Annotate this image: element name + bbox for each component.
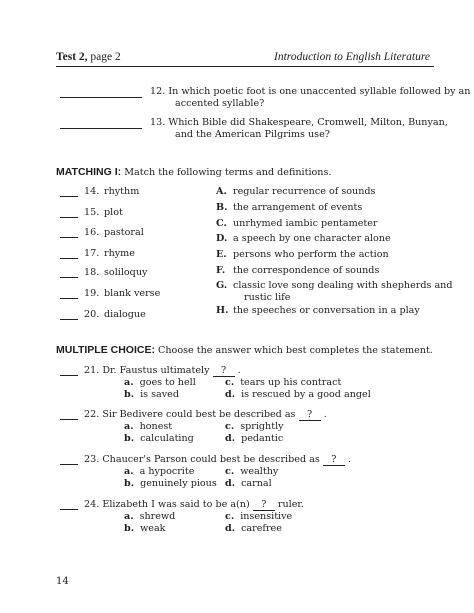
question-stem: Dr. Faustus ultimately	[102, 365, 210, 376]
definition-text: regular recurrence of sounds	[233, 186, 376, 197]
option-d[interactable]	[225, 478, 272, 489]
term-answer-blank-14[interactable]	[60, 196, 78, 197]
option-b[interactable]	[124, 523, 166, 534]
term-text: plot	[104, 207, 123, 218]
option-text: sprightly	[240, 421, 284, 432]
term-answer-blank-16[interactable]	[60, 237, 78, 238]
question-number: 24.	[84, 499, 100, 510]
option-c[interactable]	[225, 466, 278, 477]
option-letter: b.	[124, 433, 135, 444]
definition-letter: D.	[216, 233, 228, 244]
term-answer-blank-19[interactable]	[60, 298, 78, 299]
definition-text: the arrangement of events	[233, 202, 363, 213]
header-rule	[56, 66, 434, 67]
option-text: is rescued by a good angel	[241, 389, 371, 400]
definition-text: unrhymed iambic pentameter	[233, 218, 378, 229]
option-text: carnal	[241, 478, 272, 489]
option-letter: d.	[225, 433, 236, 444]
option-letter: d.	[225, 389, 236, 400]
definition-text: a speech by one character alone	[233, 233, 391, 244]
term-number: 19.	[84, 288, 100, 299]
term-text: dialogue	[104, 309, 146, 320]
mc-answer-blank-21[interactable]	[60, 375, 78, 376]
option-text: wealthy	[240, 466, 279, 477]
option-a[interactable]	[124, 466, 194, 477]
definition-letter: B.	[216, 202, 228, 213]
option-c[interactable]	[225, 377, 341, 388]
mc-question-23	[84, 454, 351, 466]
term-number: 15.	[84, 207, 100, 218]
mc-answer-blank-24[interactable]	[60, 509, 78, 510]
question-tail: .	[237, 365, 241, 376]
option-text: a hypocrite	[139, 466, 195, 477]
question-blank: ?	[253, 500, 275, 511]
option-text: genuinely pious	[140, 478, 217, 489]
question-tail: ruler.	[277, 499, 304, 510]
question-blank: ?	[213, 366, 235, 377]
definition-letter: F.	[216, 265, 226, 276]
definition-text: classic love song dealing with shepherds and	[233, 280, 453, 291]
question-12: 12. In which poetic foot is one unaccented syllable followed by an	[150, 86, 471, 97]
term-answer-blank-15[interactable]	[60, 217, 78, 218]
option-letter: c.	[225, 377, 235, 388]
option-text: weak	[140, 523, 166, 534]
option-text: calculating	[140, 433, 194, 444]
option-text: goes to hell	[139, 377, 196, 388]
option-text: tears up his contract	[240, 377, 342, 388]
question-number: 22.	[84, 409, 100, 420]
option-letter: b.	[124, 389, 135, 400]
option-letter: a.	[124, 466, 134, 477]
term-text: blank verse	[104, 288, 161, 299]
option-c[interactable]	[225, 421, 284, 432]
definition-text: the correspondence of sounds	[233, 265, 380, 276]
option-d[interactable]	[225, 433, 283, 444]
option-letter: b.	[124, 523, 135, 534]
definition-letter: E.	[216, 249, 227, 260]
option-b[interactable]	[124, 478, 217, 489]
option-d[interactable]	[225, 523, 282, 534]
option-a[interactable]	[124, 421, 172, 432]
option-text: carefree	[241, 523, 282, 534]
option-letter: d.	[225, 478, 236, 489]
option-letter: b.	[124, 478, 135, 489]
definition-letter: C.	[216, 218, 227, 229]
term-number: 18.	[84, 267, 100, 278]
question-12-line2: accented syllable?	[175, 98, 265, 109]
option-letter: d.	[225, 523, 236, 534]
term-text: soliloquy	[104, 267, 148, 278]
term-number: 16.	[84, 227, 100, 238]
page-number: 14	[56, 576, 69, 587]
question-tail: .	[323, 409, 327, 420]
option-b[interactable]	[124, 433, 194, 444]
option-a[interactable]	[124, 377, 196, 388]
question-13-line2: and the American Pilgrims use?	[175, 129, 330, 140]
term-answer-blank-18[interactable]	[60, 277, 78, 278]
question-13: 13. Which Bible did Shakespeare, Cromwell, Milton, Bunyan,	[150, 117, 448, 128]
question-stem: Chaucer's Parson could best be described as	[102, 454, 320, 465]
matching-heading: MATCHING I: Match the following terms and definitions.	[56, 166, 332, 178]
option-text: shrewd	[139, 511, 176, 522]
option-letter: c.	[225, 511, 235, 522]
mc-question-21	[84, 365, 241, 377]
question-stem: Elizabeth I was said to be a(n)	[102, 499, 250, 510]
option-c[interactable]	[225, 511, 292, 522]
question-number: 23.	[84, 454, 100, 465]
definition-text: the speeches or conversation in a play	[233, 305, 420, 316]
definition-letter: G.	[216, 280, 228, 291]
term-number: 20.	[84, 309, 100, 320]
course-title: Introduction to English Literature	[274, 51, 430, 63]
option-letter: c.	[225, 421, 235, 432]
definition-text-cont: rustic life	[244, 292, 291, 303]
option-text: honest	[139, 421, 173, 432]
option-letter: c.	[225, 466, 235, 477]
term-text: pastoral	[104, 227, 144, 238]
question-blank: ?	[299, 410, 321, 421]
mc-answer-blank-22[interactable]	[60, 419, 78, 420]
question-tail: .	[347, 454, 351, 465]
term-text: rhyme	[104, 248, 135, 259]
answer-blank-13[interactable]	[60, 128, 142, 129]
mc-answer-blank-23[interactable]	[60, 464, 78, 465]
option-letter: a.	[124, 511, 134, 522]
mc-question-24	[84, 499, 304, 511]
definition-letter: A.	[216, 186, 227, 197]
question-stem: Sir Bedivere could best be described as	[102, 409, 296, 420]
question-number: 21.	[84, 365, 100, 376]
multiple-choice-heading: MULTIPLE CHOICE: Choose the answer which best completes the statement.	[56, 344, 433, 356]
definition-text: persons who perform the action	[233, 249, 389, 260]
option-text: is saved	[140, 389, 179, 400]
term-answer-blank-20[interactable]	[60, 319, 78, 320]
option-text: pedantic	[241, 433, 284, 444]
term-number: 14.	[84, 186, 100, 197]
option-letter: a.	[124, 421, 134, 432]
answer-blank-12[interactable]	[60, 97, 142, 98]
term-number: 17.	[84, 248, 100, 259]
option-letter: a.	[124, 377, 134, 388]
term-text: rhythm	[104, 186, 140, 197]
option-d[interactable]	[225, 389, 371, 400]
option-a[interactable]	[124, 511, 175, 522]
mc-question-22	[84, 409, 327, 421]
question-blank: ?	[323, 455, 345, 466]
term-answer-blank-17[interactable]	[60, 258, 78, 259]
definition-letter: H.	[216, 305, 229, 316]
option-b[interactable]	[124, 389, 179, 400]
option-text: insensitive	[240, 511, 293, 522]
test-page-label: Test 2, page 2	[56, 51, 121, 63]
